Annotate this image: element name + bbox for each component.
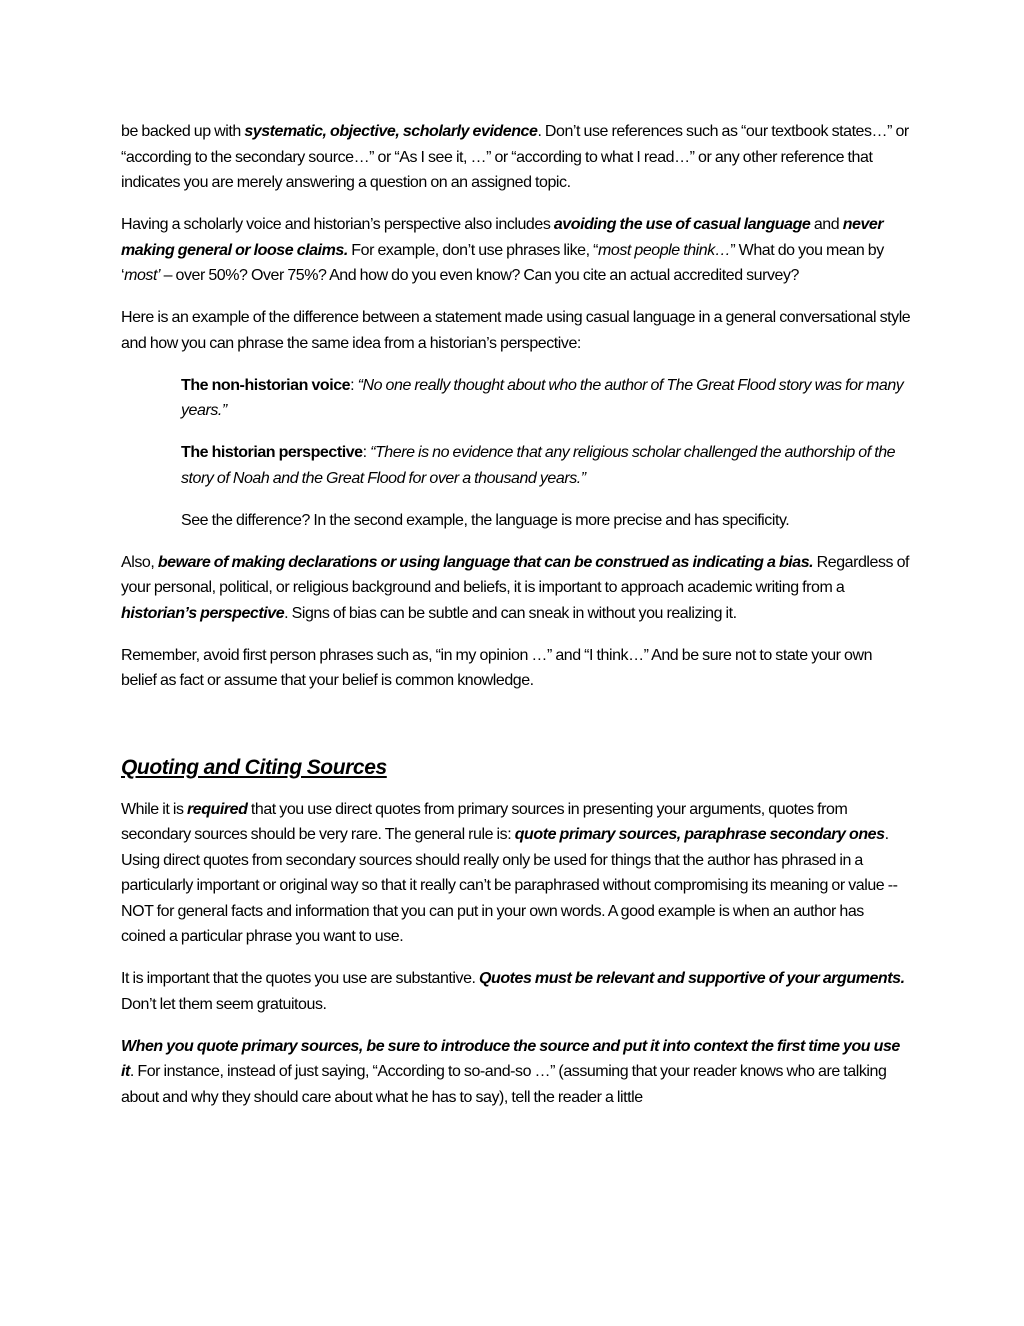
paragraph-substantive-quotes: It is important that the quotes you use are substantive. Quotes must be relevant and supportive of your arguments. Don’t let them seem gratuitous. [121,970,905,1013]
example-label: The historian perspective [181,444,363,461]
example-non-historian: The non-historian voice: “No one really thought about who the author of The Great Flood story was for many years.” [181,376,904,419]
emphasis: quote primary sources, paraphrase secondary ones [514,826,885,843]
paragraph-introduce-source: When you quote primary sources, be sure to introduce the source and put it into context the first time you use it. For instance, instead of just saying, “According to so-and-so …” (assuming that your reader knows who are talking about and why they should care about what he has to say), tell the reader a little [121,1037,900,1106]
paragraph-bias: Also, beware of making declarations or using language that can be construed as indicating a bias. Regardless of your personal, political, or religious background and beliefs, it is important to approach academic writing from a historian’s perspective. Signs of bias can be subtle and can sneak in without you realizing it. [121,553,910,622]
emphasis: beware of making declarations or using language that can be construed as indicating a bias. [157,553,814,571]
section-heading: Quoting and Citing Sources [121,755,387,779]
emphasis: never making general or loose claims. [121,216,884,259]
emphasis: When you quote primary sources, be sure to introduce the source and put it into context the first time you use it [121,1037,900,1080]
paragraph-first-person: Remember, avoid first person phrases such as, “in my opinion …” and “I think…” And be sure not to state your own belief as fact or assume that your belief is common knowledge. [121,646,873,689]
emphasis: required [187,800,248,818]
emphasis: historian’s perspective [121,604,285,622]
paragraph-scholarly-evidence: be backed up with systematic, objective, scholarly evidence. Don’t use references such as “our textbook states…” or “according to the secondary source…” or “As I see it, …” or “according to what I read…” or any other reference that indicates you are merely answering a question on an assigned topic. [121,123,909,191]
emphasis: avoiding the use of casual language [553,216,811,233]
example-label: The non-historian voice [181,376,351,394]
paragraph-casual-language: Having a scholarly voice and historian’s perspective also includes avoiding the use of casual language and never making general or loose claims. For example, don’t use phrases like, “most people think…” What do you mean by ‘most’ – over 50%? Over 75%? And how do you even know? Can you cite an actual accredited survey? [121,216,884,284]
example-historian: The historian perspective: “There is no evidence that any religious scholar challenged the authorship of the story of Noah and the Great Flood for over a thousand years.” [181,444,896,487]
emphasis: Quotes must be relevant and supportive of your arguments. [479,970,905,987]
example-difference: See the difference? In the second example, the language is more precise and has specificity. [181,511,790,529]
emphasis: systematic, objective, scholarly evidence [244,123,538,140]
emphasis: most people think… [598,241,731,259]
emphasis: most’ [124,267,161,284]
example-quote: “No one really thought about who the author of The Great Flood story was for many years.” [181,376,904,419]
paragraph-quotes-rule: While it is required that you use direct quotes from primary sources in presenting your arguments, quotes from secondary sources should be very rare. The general rule is: quote primary sources, paraphrase secondary ones. Using direct quotes from secondary sources should really only be used for things that the author has phrased in a particularly important or original way so that it really can’t be paraphrased without compromising its meaning or value -- NOT for general facts and information that you can put in your own words. A good example is when an author has coined a particular phrase you want to use. [121,800,898,945]
document-page [121,119,911,1127]
example-quote: “There is no evidence that any religious scholar challenged the authorship of the story of Noah and the Great Flood for over a thousand years.” [181,444,896,487]
paragraph-example-intro: Here is an example of the difference between a statement made using casual language in a general conversational style and how you can phrase the same idea from a historian’s perspective: [121,309,911,352]
